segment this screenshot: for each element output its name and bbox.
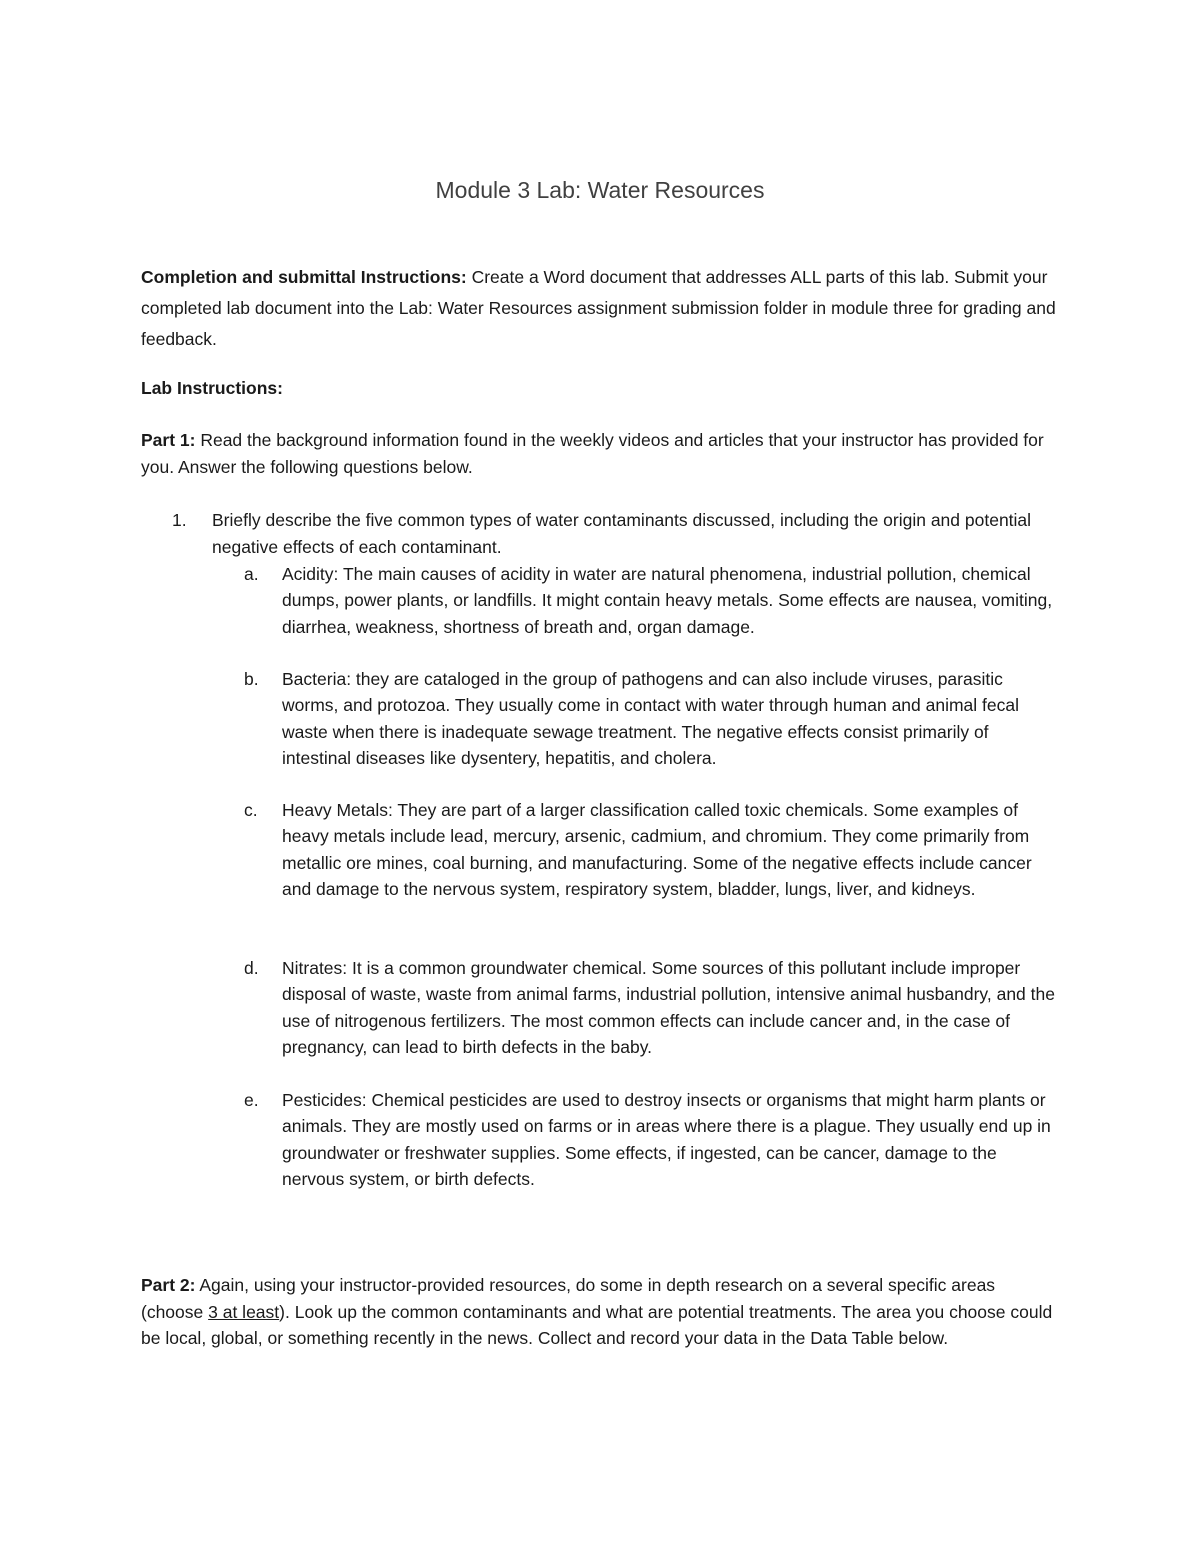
answer-letter: c. [244,800,258,820]
document-title: Module 3 Lab: Water Resources [435,177,765,203]
answer-letter: b. [244,669,259,689]
question-number: 1. [172,510,187,530]
answer-letter: e. [244,1090,259,1110]
completion-instructions [141,262,1061,355]
part2-text-before: Again, using your instructor-provided resources, do some in depth research on a several specific areas (choose [141,1275,996,1322]
part2-paragraph [141,1272,1061,1352]
part2-text-after: ). Look up the common contaminants and what are potential treatments. The area you choose could be local, global, or something recently in the news. Collect and record your data in the Data Table below. [141,1301,1053,1348]
part1-paragraph [141,427,1061,480]
answer-text: Heavy Metals: They are part of a larger classification called toxic chemicals. Some examples of heavy metals include lead, mercury, arsenic, cadmium, and chromium. They come primarily from metallic ore mines, coal burning, and manufacturing. Some of the negative effects include cancer and damage to the nervous system, respiratory system, bladder, lungs, liver, and kidneys. [282,800,1032,899]
answer-letter: d. [244,958,259,978]
completion-text: Create a Word document that addresses ALL parts of this lab. Submit your completed lab document into the Lab: Water Resources assignment submission folder in module three for grading and feedback. [141,267,1056,349]
part1-text: Read the background information found in the weekly videos and articles that your instructor has provided for you. Answer the following questions below. [141,430,1044,477]
question-text: Briefly describe the five common types of water contaminants discussed, including the origin and potential negative effects of each contaminant. [212,510,1032,557]
answer-letter: a. [244,564,259,584]
answer-text: Bacteria: they are cataloged in the group of pathogens and can also include viruses, parasitic worms, and protozoa. They usually come in contact with water through human and animal fecal waste when there is inadequate sewage treatment. The negative effects consist primarily of intestinal diseases like dysentery, hepatitis, and cholera. [282,669,1020,768]
completion-label: Completion and submittal Instructions: [141,267,467,287]
part2-underlined-text: 3 at least [208,1301,280,1322]
answer-text: Pesticides: Chemical pesticides are used to destroy insects or organisms that might harm plants or animals. They are mostly used on farms or in areas where there is a plague. They usually end up in groundwater or freshwater supplies. Some effects, if ingested, can be cancer, damage to the nervous system, or birth defects. [282,1090,1051,1189]
answer-text: Acidity: The main causes of acidity in water are natural phenomena, industrial pollution, chemical dumps, power plants, or landfills. It might contain heavy metals. Some effects are nausea, vomiting, diarrhea, weakness, shortness of breath and, organ damage. [282,564,1053,637]
part2-label: Part 2: [141,1275,196,1295]
lab-instructions-heading [141,373,1061,404]
answer-text: Nitrates: It is a common groundwater chemical. Some sources of this pollutant include improper disposal of waste, waste from animal farms, industrial pollution, intensive animal husbandry, and the use of nitrogenous fertilizers. The most common effects can include cancer and, in the case of pregnancy, can lead to birth defects in the baby. [282,958,1055,1057]
part1-label: Part 1: [141,430,196,450]
lab-instructions-label: Lab Instructions: [141,378,283,398]
